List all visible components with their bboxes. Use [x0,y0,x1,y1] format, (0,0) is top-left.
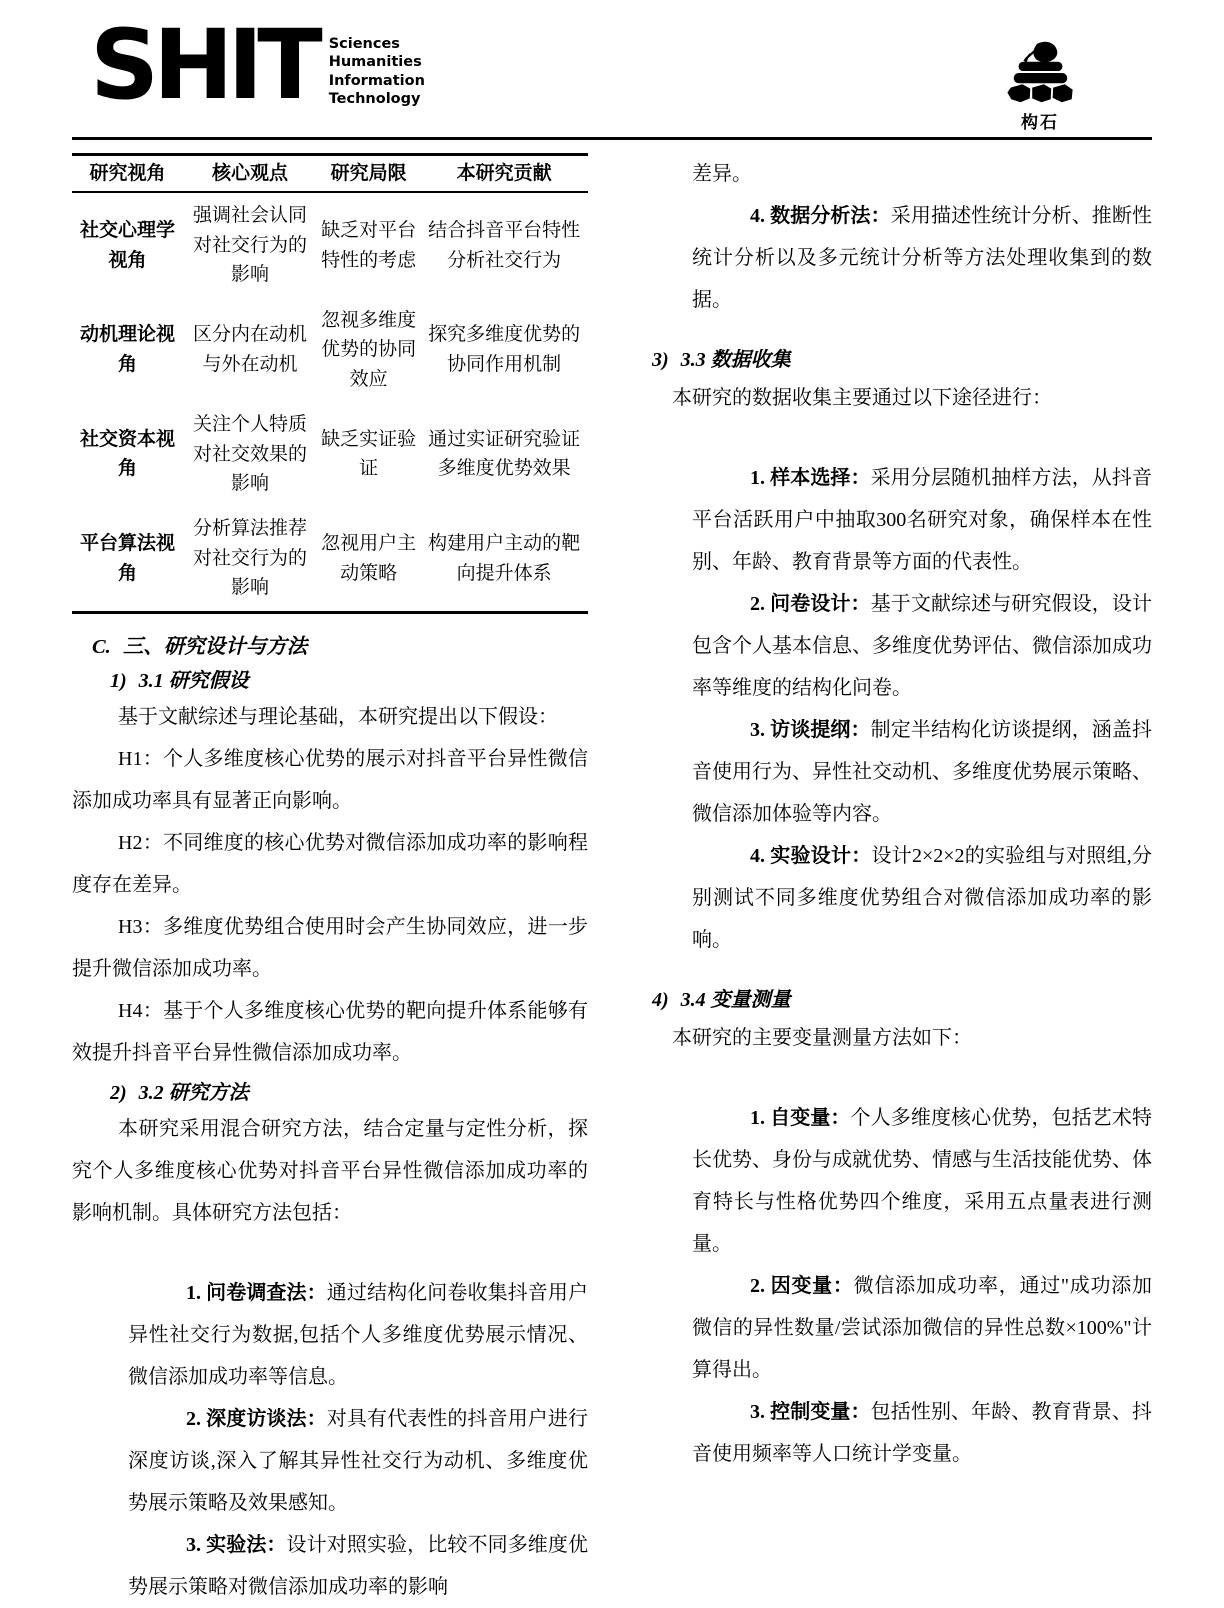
table-header-row [72,155,588,193]
item-text: 通过结构化问卷收集抖音用户异性社交行为数据,包括个人多维度优势展示情况、微信添加成功率等信息。 [128,1282,589,1389]
subsection-title: 3.4 变量测量 [680,989,791,1011]
item-text: 设计2×2×2的实验组与对照组,分别测试不同多维度优势组合对微信添加成功率的影响。 [692,845,1153,951]
list-item-independent-variable [692,1097,1152,1265]
journal-logo-acronym: SHIT [90,9,317,121]
subsection-number: 3) [652,349,669,371]
table-cell: 社交心理学视角 [79,220,175,271]
hypothesis-h3: H3：多维度优势组合使用时会产生协同效应，进一步提升微信添加成功率。 [72,916,588,981]
table-row [72,298,588,402]
table-cell: 平台算法视角 [79,533,175,584]
item-label: 1. 自变量： [750,1107,851,1129]
list-item-interview-outline [692,709,1152,835]
hypothesis-h2: H2：不同维度的核心优势对微信添加成功率的影响程度存在差异。 [72,832,588,897]
list-item-data-analysis-method [692,195,1152,321]
rock-cairn-icon [1002,40,1078,106]
logo-word: Information [328,72,425,89]
list-item-sampling [692,457,1152,583]
subsection-title: 3.1 研究假设 [138,670,249,693]
list-item-experiment-design [692,835,1152,961]
section-title: 三、研究设计与方法 [122,635,308,658]
subsection-title: 3.2 研究方法 [138,1082,249,1105]
list-item-control-variable [692,1391,1152,1475]
list-item-interview-method [128,1398,588,1524]
item-label: 3. 实验法： [186,1534,287,1557]
list-item-questionnaire-design [692,583,1152,709]
table-row [72,192,588,297]
logo-word: Humanities [328,54,422,71]
table-cell: 动机理论视角 [79,324,175,375]
subsection-heading-3-3 [652,345,1152,375]
subsection-number: 2) [110,1082,127,1105]
table-header-viewpoint: 核心观点 [183,155,317,193]
item-text: 对具有代表性的抖音用户进行深度访谈,深入了解其异性社交行为动机、多维度优势展示策略及效果感知。 [128,1408,589,1515]
item-label: 4. 实验设计： [750,845,872,867]
journal-logo [90,9,425,121]
paragraph-hypotheses-intro: 基于文献综述与理论基础，本研究提出以下假设： [118,706,558,729]
subsection-heading-3-2 [110,1078,588,1108]
table-cell: 忽视多维度优势的协同效应 [321,309,417,390]
table-cell: 关注个人特质对社交效果的影响 [193,414,308,494]
section-number: C. [92,635,111,658]
table-cell: 通过实证研究验证多维度优势效果 [428,428,581,480]
table-cell: 分析算法推荐对社交行为的影响 [193,518,308,599]
paragraph-methods-intro: 本研究采用混合研究方法，结合定量与定性分析，探究个人多维度核心优势对抖音平台异性微信添加成功率的影响机制。具体研究方法包括： [72,1118,588,1225]
logo-word: Technology [328,90,421,107]
item-text: 制定半结构化访谈提纲，涵盖抖音使用行为、异性社交动机、多维度优势展示策略、微信添加体验等内容。 [692,719,1153,825]
item-label: 1. 问卷调查法： [186,1282,327,1305]
table-cell: 社交资本视角 [79,428,175,480]
perspectives-table [72,153,588,614]
item-label: 3. 访谈提纲： [750,719,871,741]
subsection-heading-3-4 [652,985,1152,1015]
list-item-survey-method [128,1272,588,1398]
item-text: 设计对照实验，比较不同多维度优势展示策略对微信添加成功率的影响 [128,1534,589,1599]
two-column-body [72,153,1152,1608]
table-cell: 区分内在动机与外在动机 [193,324,308,375]
left-column [72,153,588,1608]
table-header-limitation: 研究局限 [317,155,420,193]
header-rule [72,137,1152,140]
table-header-perspective: 研究视角 [72,155,183,193]
subsection-number: 1) [110,670,127,693]
table-cell: 构建用户主动的靶向提升体系 [428,533,581,584]
subsection-number: 4) [652,989,669,1011]
item-text: 个人多维度核心优势，包括艺术特长优势、身份与成就优势、情感与生活技能优势、体育特长与性格优势四个维度，采用五点量表进行测量。 [692,1107,1153,1255]
section-heading-design [92,632,588,663]
table-cell: 缺乏对平台特性的考虑 [321,220,417,271]
paragraph-overflow: 差异。 [692,163,752,185]
page-header [72,0,1152,133]
item-text: 基于文献综述与研究假设，设计包含个人基本信息、多维度优势评估、微信添加成功率等维度的结构化问卷。 [692,593,1153,699]
item-label: 3. 控制变量： [750,1401,871,1423]
item-label: 2. 因变量： [750,1275,854,1297]
subsection-heading-3-1 [110,666,588,696]
table-row [72,506,588,612]
table-cell: 强调社会认同对社交行为的影响 [193,205,308,286]
item-text: 采用描述性统计分析、推断性统计分析以及多元统计分析等方法处理收集到的数据。 [692,205,1153,311]
list-item-experiment-method [128,1524,588,1608]
paragraph-collection-intro: 本研究的数据收集主要通过以下途径进行： [672,387,1052,409]
paragraph-measurement-intro: 本研究的主要变量测量方法如下： [672,1027,972,1049]
org-mark [1002,40,1078,133]
right-column [636,153,1152,1608]
subsection-title: 3.3 数据收集 [680,349,791,371]
item-label: 2. 问卷设计： [750,593,871,615]
logo-word: Sciences [328,36,400,52]
org-mark-label: 构石 [1021,113,1059,133]
journal-logo-words [329,26,425,108]
table-header-contribution: 本研究贡献 [420,155,588,193]
item-text: 采用分层随机抽样方法，从抖音平台活跃用户中抽取300名研究对象，确保样本在性别、年龄、教育背景等方面的代表性。 [692,467,1153,573]
table-cell: 结合抖音平台特性分析社交行为 [428,220,581,271]
hypothesis-h1: H1：个人多维度核心优势的展示对抖音平台异性微信添加成功率具有显著正向影响。 [72,748,588,813]
item-label: 4. 数据分析法： [750,205,891,227]
table-cell: 探究多维度优势的协同作用机制 [428,324,581,375]
table-row [72,402,588,506]
list-item-dependent-variable [692,1265,1152,1391]
item-text: 包括性别、年龄、教育背景、抖音使用频率等人口统计学变量。 [692,1401,1153,1465]
item-text: 微信添加成功率，通过"成功添加微信的异性数量/尝试添加微信的异性总数×100%"计算得出。 [692,1275,1152,1381]
item-label: 1. 样本选择： [750,467,871,489]
table-cell: 忽视用户主动策略 [321,533,417,584]
hypothesis-h4: H4：基于个人多维度核心优势的靶向提升体系能够有效提升抖音平台异性微信添加成功率。 [72,1000,588,1065]
table-cell: 缺乏实证验证 [321,428,417,480]
item-label: 2. 深度访谈法： [186,1408,327,1431]
